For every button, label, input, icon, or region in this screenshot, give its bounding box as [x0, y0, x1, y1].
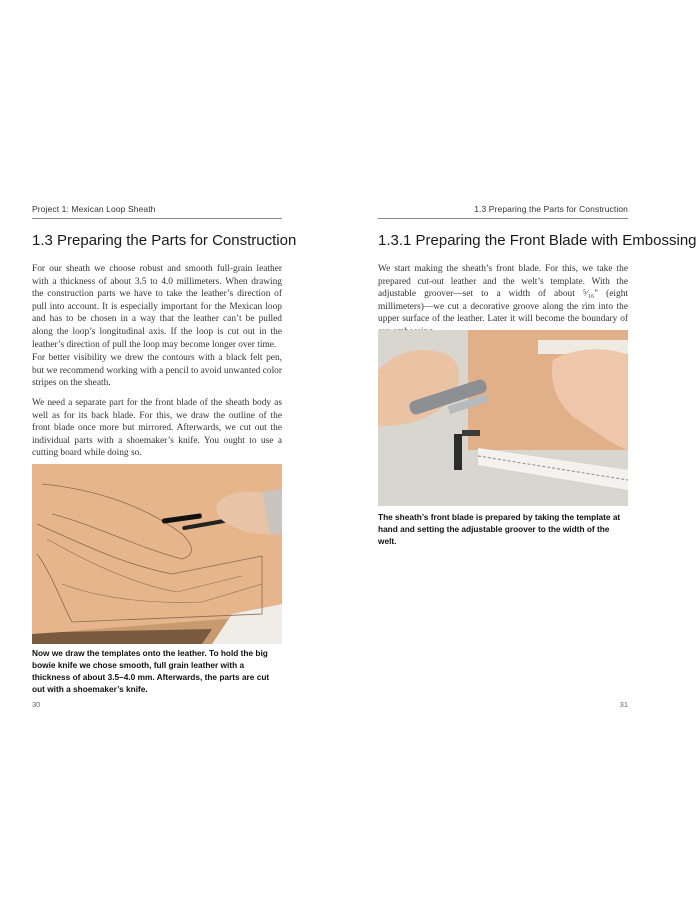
page-number-left: 30: [32, 700, 41, 709]
header-rule-left: [32, 218, 282, 219]
left-page: [0, 0, 330, 900]
photo-caption-right: The sheath’s front blade is prepared by taking the template at hand and setting the adjustable groover to the width of the welt.: [378, 512, 621, 546]
page-number-right: 31: [619, 700, 628, 709]
leather-templates-photo: [32, 464, 282, 644]
right-page: [330, 0, 697, 900]
section-title-left: 1.3 Preparing the Parts for Construction: [32, 232, 297, 249]
section-title-right: 1.3.1 Preparing the Front Blade with Embossing: [378, 232, 697, 249]
paragraph-2-left: For better visibility we drew the contours with a black felt pen, but we recommend working with a pencil to avoid unwanted color stripes on the sheath.: [32, 353, 282, 389]
running-head-right: 1.3 Preparing the Parts for Construction: [474, 204, 628, 214]
paragraph-3-left: We need a separate part for the front blade of the sheath body as well as for its back blade. For this, we draw the outline of the front blade once more but mirrored. Afterwards, we cut out the individual parts with a shoemaker’s knife. You ought to use a cutting board while doing so.: [32, 398, 282, 459]
adjustable-groover-photo: [378, 330, 628, 506]
leather-templates-illustration: [32, 464, 282, 644]
header-rule-right: [378, 218, 628, 219]
running-head-left: Project 1: Mexican Loop Sheath: [32, 204, 156, 214]
photo-caption-left: Now we draw the templates onto the leather. To hold the big bowie knife we chose smooth, full grain leather with a thickness of about 3.5–4.0 mm. Afterwards, the parts are cut out with a shoemaker’s knife.: [32, 648, 270, 694]
paragraph-1-left: For our sheath we choose robust and smooth full-grain leather with a thickness of about 3.5 to 4.0 millimeters. When drawing the construction parts we have to take the leather’s direction of pull into account. It is especially important for the Mexican loop and has to be chosen in a way that the leather can’t be pulled along the loop’s longitudinal axis. If the loop is cut out in the leather’s direction of pull the loop may become longer over time.: [32, 264, 282, 350]
paragraph-1-right: We start making the sheath’s front blade. For this, we take the prepared cut-out leather and the welt’s template. With the adjustable groover—set to a width of about ⁵⁄₁₆" (eight millimeters)—we cut a decorative groove along the rim into the upper surface of the leather. Later it will become the boundary of: [378, 264, 628, 325]
adjustable-groover-illustration: [378, 330, 628, 506]
